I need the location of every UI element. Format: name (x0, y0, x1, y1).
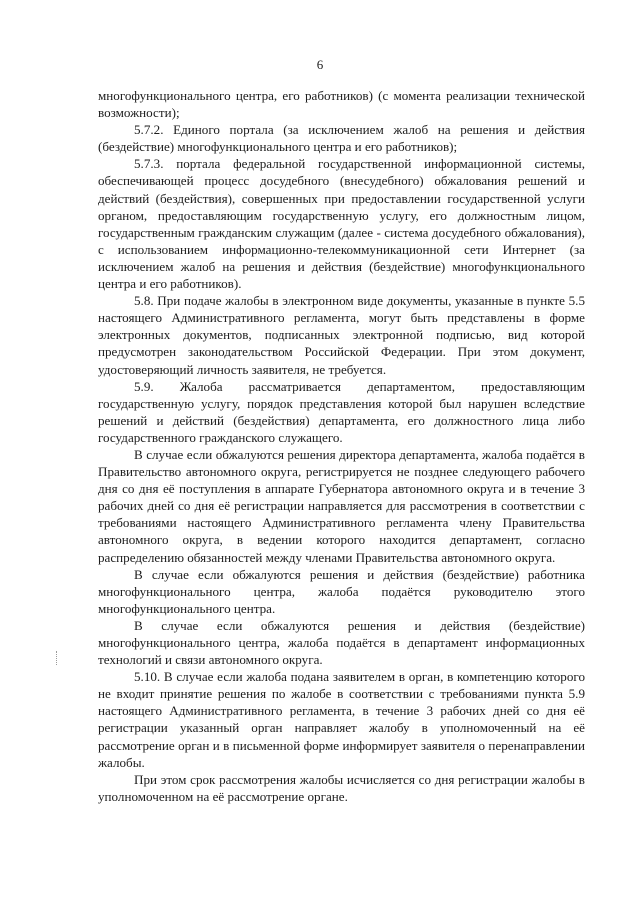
paragraph-5-10: 5.10. В случае если жалоба подана заявителем в орган, в компетенцию которого не входит принятие решения по жалобе в соответствии с требованиями пункта 5.9 настоящего Административного регламента, в течение 3 рабочих дней со дня её регистрации указанный орган направляет жалобу в уполномоченный на её рассмотрение орган и в письменной форме информирует заявителя о перенаправлении жалобы. (98, 669, 585, 770)
paragraph-director-complaint: В случае если обжалуются решения директора департамента, жалоба подаётся в Правительство автономного округа, регистрируется не позднее следующего рабочего дня со дня её поступления в аппарате Губернатора автономного округа и в течение 3 рабочих дней со дня её регистрации направляется для рассмотрения в соответствии с требованиями настоящего Административного регламента члену Правительства автономного округа, в ведении которого находится департамент, согласно распределению обязанностей между членами Правительства автономного округа. (98, 446, 585, 565)
page-number: 6 (316, 57, 324, 72)
paragraph-mfc-employee-complaint: В случае если обжалуются решения и действия (бездействие) работника многофункционального центра, жалоба подаётся руководителю этого многофункционального центра. (98, 566, 585, 616)
paragraph-5-7-2: 5.7.2. Единого портала (за исключением жалоб на решения и действия (бездействие) многофункционального центра и его работников); (98, 122, 585, 155)
paragraph-5-8: 5.8. При подаче жалобы в электронном виде документы, указанные в пункте 5.5 настоящего Административного регламента, могут быть представлены в форме электронных документов, подписанных электронной подписью, вид которой предусмотрен законодательством Российской Федерации. При этом документ, удостоверяющий личность заявителя, не требуется. (98, 293, 585, 377)
document-body (98, 87, 585, 805)
paragraph-review-period: При этом срок рассмотрения жалобы исчисляется со дня регистрации жалобы в уполномоченном на её рассмотрение органе. (98, 771, 585, 804)
paragraph-5-7-3: 5.7.3. портала федеральной государственной информационной системы, обеспечивающей процесс досудебного (внесудебного) обжалования решений и действий (бездействия), совершенных при предоставлении государственной услуги органом, предоставляющим государственную услугу, его должностным лицом, государственным гражданским служащим (далее - система досудебного обжалования), с использованием информационно-телекоммуникационной сети Интернет (за исключением жалоб на решения и действия (бездействие) многофункционального центра и его работников). (98, 156, 585, 292)
margin-scan-mark (56, 651, 59, 665)
paragraph-5-9: 5.9. Жалоба рассматривается департаментом, предоставляющим государственную услугу, порядок представления которой был нарушен вследствие решений и действий (бездействия) департамента, его должностного лица либо государственного гражданского служащего. (98, 378, 585, 445)
paragraph-continuation: многофункционального центра, его работников) (с момента реализации технической возможности); (98, 88, 585, 121)
paragraph-mfc-complaint: В случае если обжалуются решения и действия (бездействие) многофункционального центра, жалоба подаётся в департамент информационных технологий и связи автономного округа. (98, 617, 585, 668)
